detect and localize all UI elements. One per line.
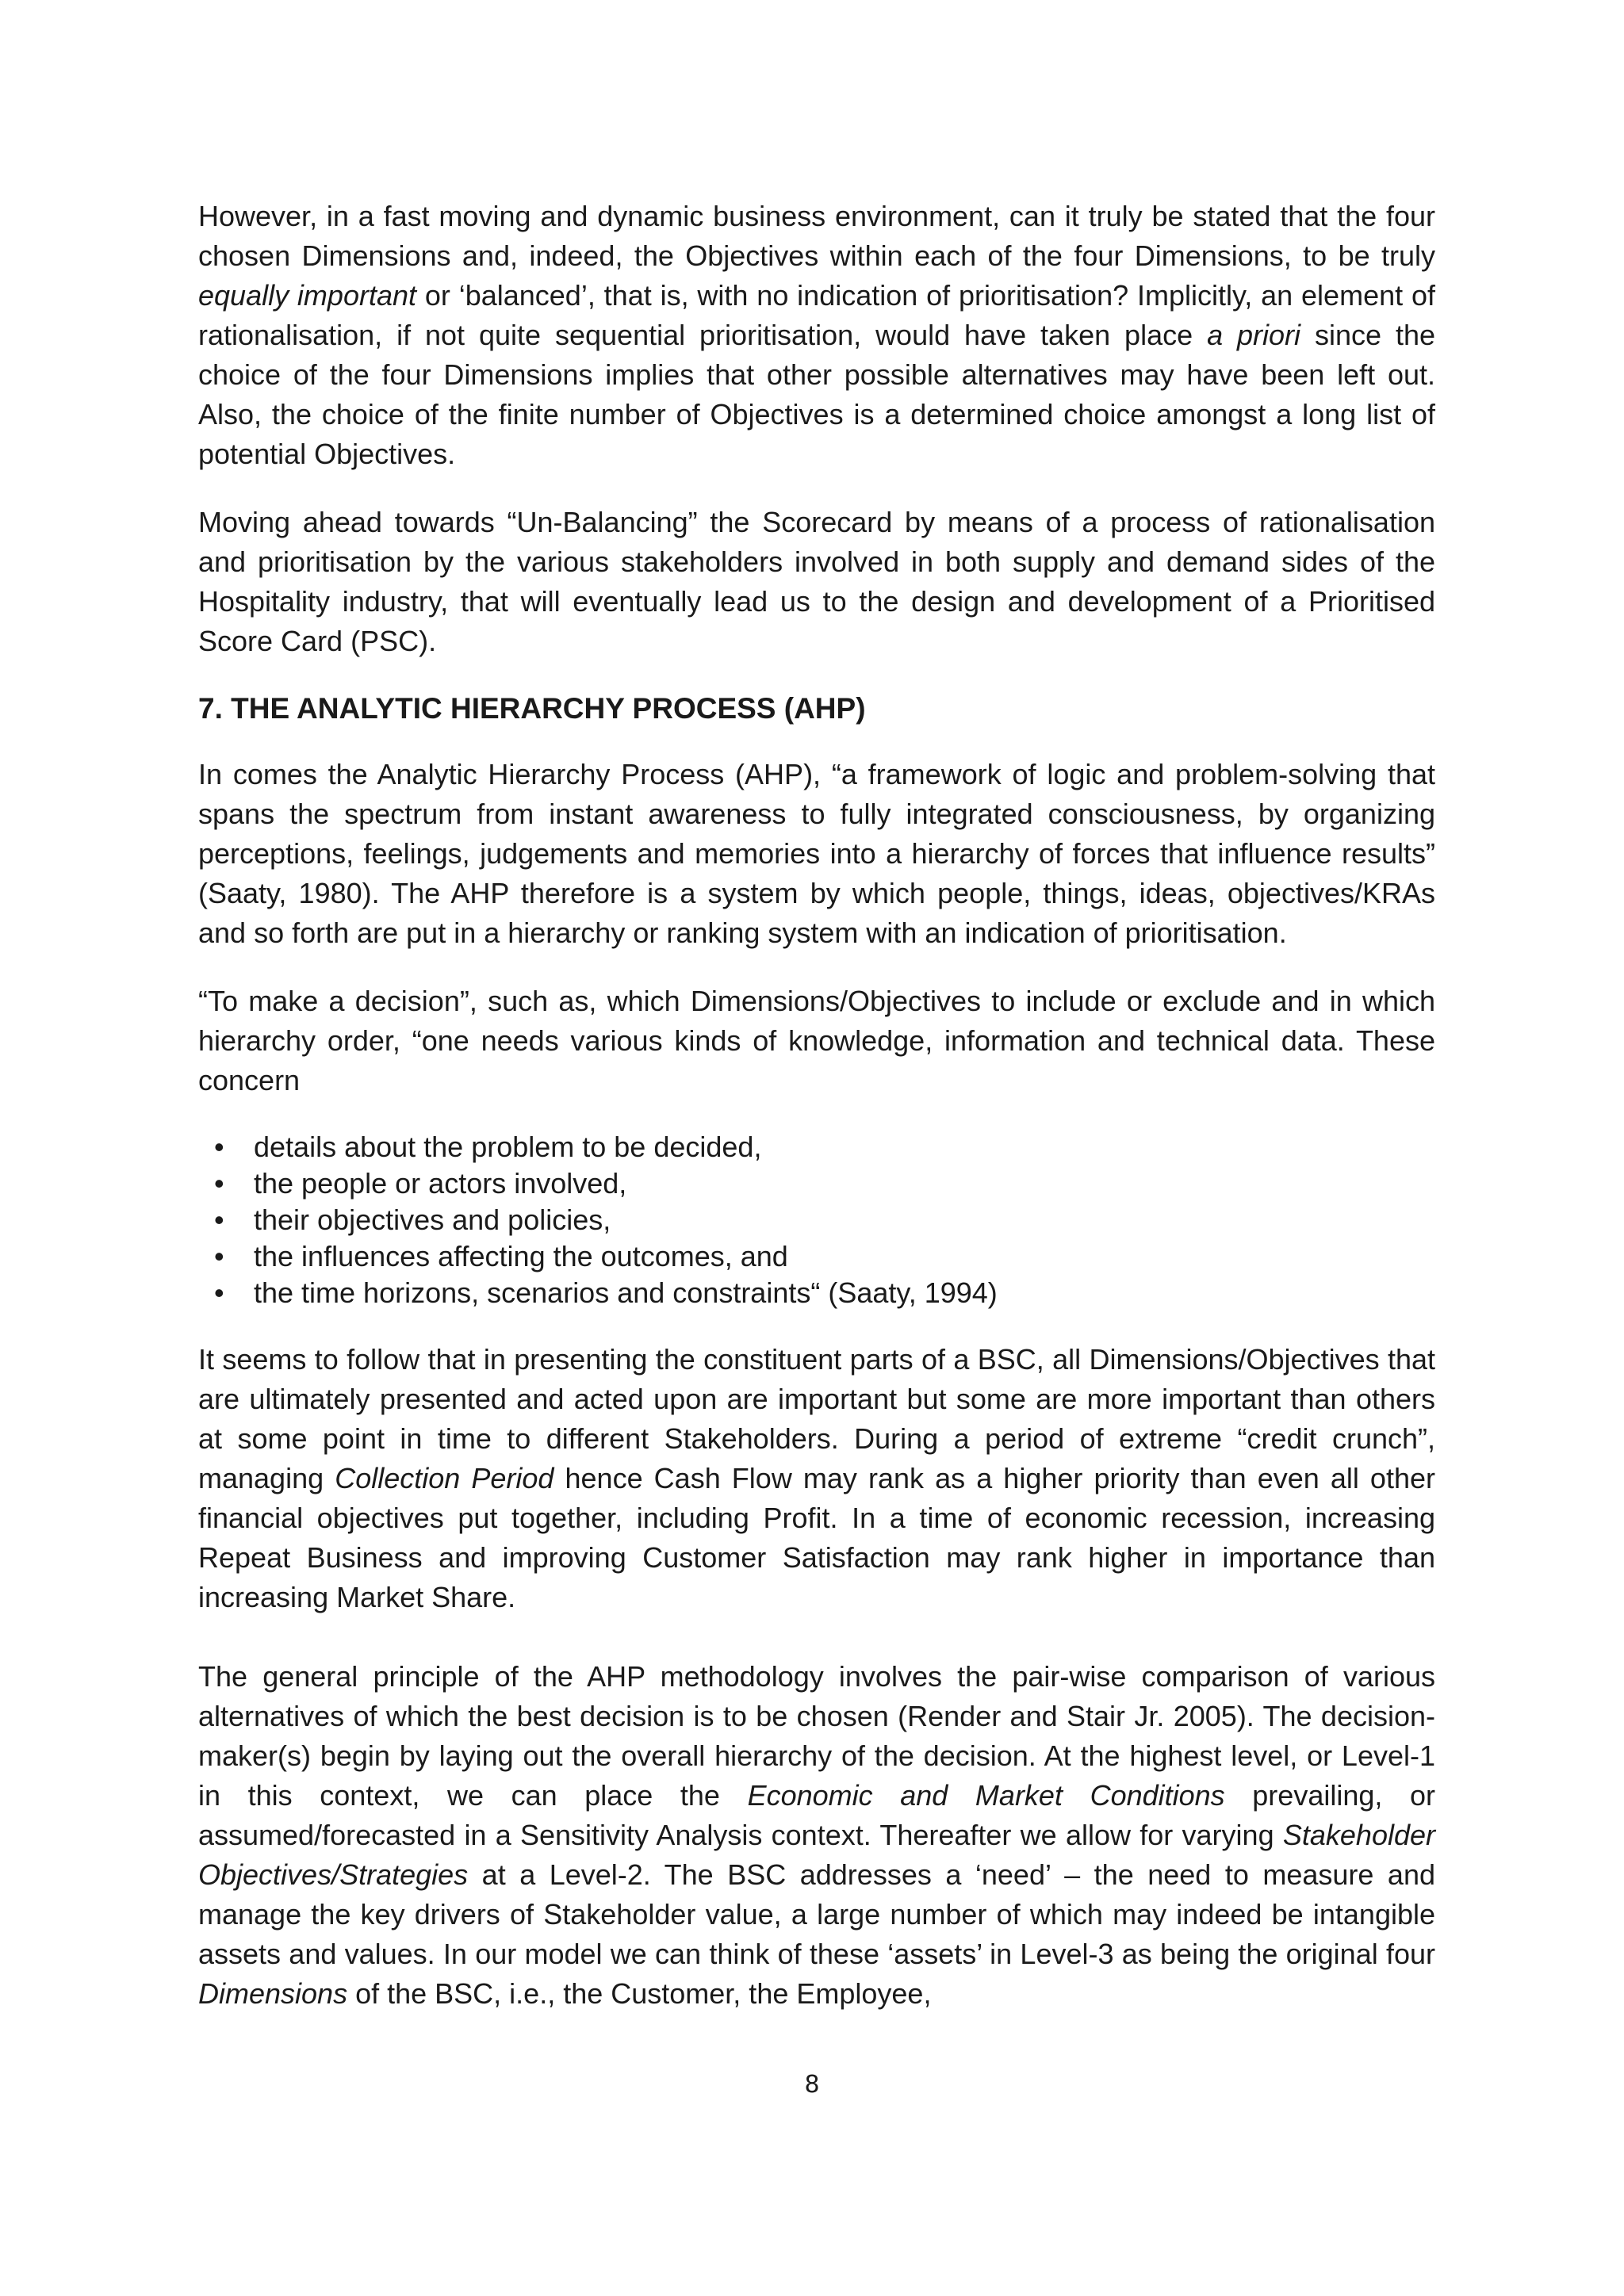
page-number: 8 bbox=[804, 2071, 820, 2099]
page-body bbox=[198, 197, 1435, 2042]
paragraph-balance-question: However, in a fast moving and dynamic business environment, can it truly be stated that the four chosen Dimensions and, indeed, the Objectives within each of the four Dimensions, to be truly equally important or ‘balanced’, that is, with no indication of prioritisation? Implicitly, an element of rationalisation, if not quite sequential prioritisation, would have taken place a priori since the choice of the four Dimensions implies that other possible alternatives may have been left out. Also, the choice of the finite number of Objectives is a determined choice amongst a long list of potential Objectives. bbox=[198, 200, 1436, 470]
paragraph-ahp-methodology: The general principle of the AHP methodology involves the pair-wise comparison of various alternatives of which the best decision is to be chosen (Render and Stair Jr. 2005). The decision-maker(s) begin by laying out the overall hierarchy of the decision. At the highest level, or Level-1 in this context, we can place the Economic and Market Conditions prevailing, or assumed/forecasted in a Sensitivity Analysis context. Thereafter we allow for varying Stakeholder Objectives/Strategies at a Level-2. The BSC addresses a ‘need’ – the need to measure and manage the key drivers of Stakeholder value, a large number of which may indeed be intangible assets and values. In our model we can think of these ‘assets’ in Level-3 as being the original four Dimensions of the BSC, i.e., the Customer, the Employee, bbox=[198, 1660, 1435, 2010]
list-item: • the influences affecting the outcomes, and bbox=[254, 1238, 1435, 1275]
paragraph-ahp-intro: In comes the Analytic Hierarchy Process (AHP), “a framework of logic and problem-solving that spans the spectrum from instant awareness to fully integrated consciousness, by organizing perceptions, feelings, judgements and memories into a hierarchy of forces that influence results” (Saaty, 1980). The AHP therefore is a system by which people, things, ideas, objectives/KRAs and so forth are put in a hierarchy or ranking system with an indication of prioritisation. bbox=[198, 758, 1435, 949]
paragraph-bsc-priorities: It seems to follow that in presenting the constituent parts of a BSC, all Dimensions/Objectives that are ultimately presented and acted upon are important but some are more important than others at some point in time to different Stakeholders. During a period of extreme “credit crunch”, managing Collection Period hence Cash Flow may rank as a higher priority than even all other financial objectives put together, including Profit. In a time of economic recession, increasing Repeat Business and improving Customer Satisfaction may rank higher in importance than increasing Market Share. bbox=[198, 1343, 1435, 1613]
section-heading: 7. THE ANALYTIC HIERARCHY PROCESS (AHP) bbox=[198, 692, 866, 725]
paragraph-decision-knowledge: “To make a decision”, such as, which Dimensions/Objectives to include or exclude and in which hierarchy order, “one needs various kinds of knowledge, information and technical data. These concern bbox=[198, 985, 1435, 1096]
list-item: • the people or actors involved, bbox=[254, 1165, 1435, 1202]
list-item: • the time horizons, scenarios and constraints“ (Saaty, 1994) bbox=[254, 1275, 1435, 1311]
list-item: • their objectives and policies, bbox=[254, 1202, 1435, 1238]
paragraph-un-balancing: Moving ahead towards “Un-Balancing” the Scorecard by means of a process of rationalisation and prioritisation by the various stakeholders involved in both supply and demand sides of the Hospitality industry, that will eventually lead us to the design and development of a Prioritised Score Card (PSC). bbox=[198, 506, 1435, 657]
list-item: • details about the problem to be decided, bbox=[254, 1129, 1435, 1165]
bullet-list bbox=[198, 1129, 1435, 1311]
